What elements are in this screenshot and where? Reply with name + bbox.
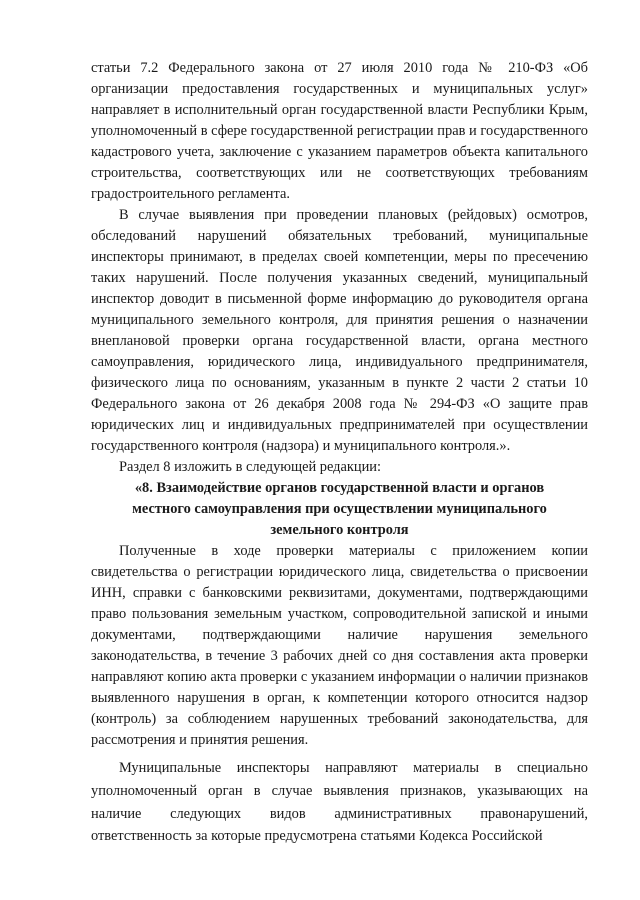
paragraph-inspectors: Муниципальные инспекторы направляют материалы в специально уполномоченный орган в случае выявления признаков, указывающих на наличие следующих видов административных правонарушений, ответственность за которые предусмотрена статьями Кодекса Российской xyxy=(91,760,588,845)
paragraph-section-edit: Раздел 8 изложить в следующей редакции: xyxy=(119,459,381,475)
paragraph-inspections: В случае выявления при проведении плановых (рейдовых) осмотров, обследований нарушений обязательных требований, муниципальные инспекторы принимают, в пределах своей компетенции, меры по пресечению таких нарушений. После получения указанных сведений, муниципальный инспектор доводит в письменной форме информацию до руководителя органа муниципального земельного контроля, для принятия решения о назначении внеплановой проверки органа государственной власти, органа местного самоуправления, юридического лица, индивидуального предпринимателя, физического лица по основаниям, указанным в пункте 2 части 2 статьи 10 Федерального закона от 26 декабря 2008 года № 294-ФЗ «О защите прав юридических лиц и индивидуальных предпринимателей при осуществлении государственного контроля (надзора) и муниципального контроля.». xyxy=(91,207,588,454)
paragraph-continuation: статьи 7.2 Федерального закона от 27 июля 2010 года № 210-ФЗ «Об организации предоставления государственных и муниципальных услуг» направляет в исполнительный орган государственной власти Республики Крым, уполномоченный в сфере государственной регистрации прав и государственного кадастрового учета, заключение с указанием параметров объекта капитального строительства, соответствующих или не соответствующих требованиям градостроительного регламента. xyxy=(91,60,588,202)
section-8-heading: «8. Взаимодействие органов государственной власти и органов местного самоуправления при осуществлении муниципального земельного контроля xyxy=(132,480,547,538)
paragraph-materials: Полученные в ходе проверки материалы с приложением копии свидетельства о регистрации юридического лица, свидетельства о присвоении ИНН, справки с банковскими реквизитами, документами, подтверждающими право пользования земельным участком, сопроводительной запиской и иными документами, подтверждающими наличие нарушения земельного законодательства, в течение 3 рабочих дней со дня составления акта проверки направляют копию акта проверки с указанием информации о наличии признаков выявленного нарушения в орган, к компетенции которого относится надзор (контроль) за соблюдением нарушенных требований законодательства, для рассмотрения и принятия решения. xyxy=(91,543,588,748)
document-page xyxy=(91,58,588,848)
